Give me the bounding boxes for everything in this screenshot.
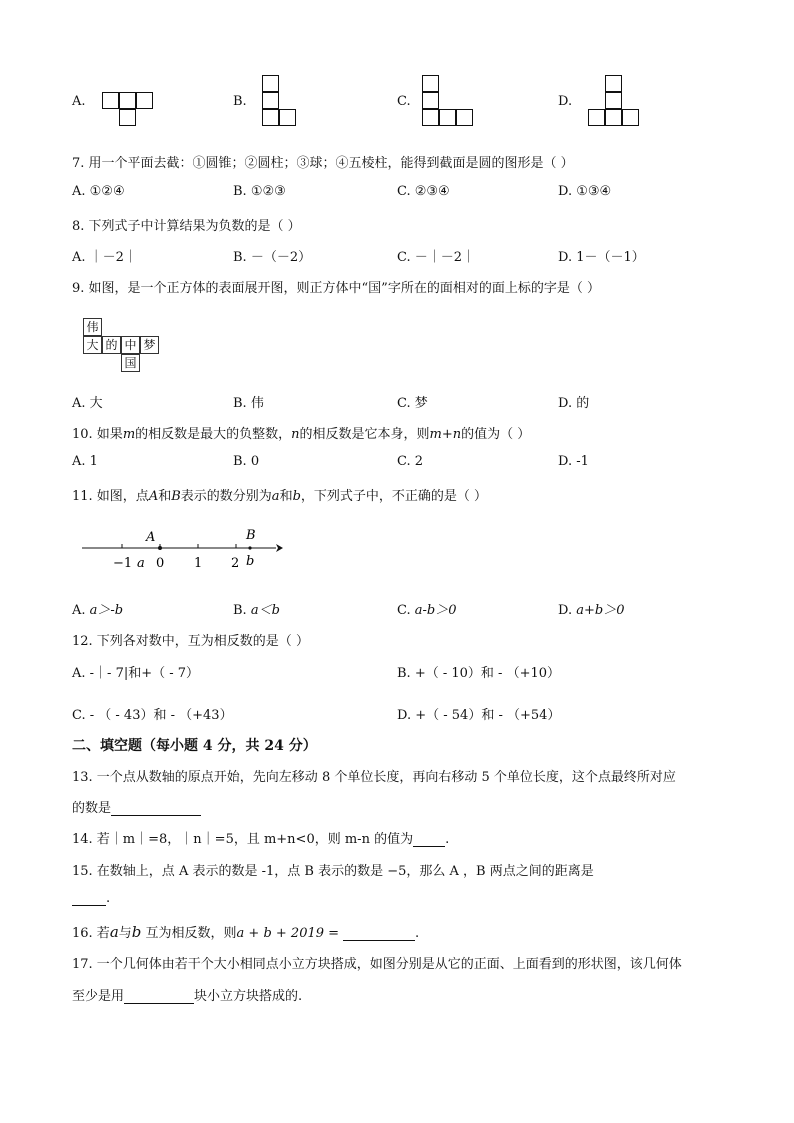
q7-stem: 7. 用一个平面去截：①圆锥；②圆柱；③球；④五棱柱，能得到截面是圆的图形是（ ）: [72, 156, 574, 171]
q6-option-b-label: B.: [233, 94, 247, 109]
q8-option-a: A. ｜－2｜: [72, 250, 137, 265]
q11-point-a: A: [148, 489, 159, 504]
q9-option-b: B. 伟: [233, 396, 264, 411]
q14-answer-blank[interactable]: [413, 832, 445, 847]
q11-stem-post: ，下列式子中，不正确的是（ ）: [300, 489, 488, 504]
q9-stem: 9. 如图，是一个正方体的表面展开图，则正方体中“国”字所在的面相对的面上标的字是（ ）: [72, 281, 600, 296]
q14-stem: [72, 828, 449, 847]
q8-stem: 8. 下列式子中计算结果为负数的是（ ）: [72, 219, 301, 234]
q15-answer-blank[interactable]: [72, 891, 106, 906]
q7-option-c: C. ②③④: [397, 184, 450, 199]
net-cell-wei: 伟: [83, 318, 102, 336]
q11-stem-pre: 11. 如图，点: [72, 489, 149, 504]
q12-option-b: B. +（ - 10）和 - （+10）: [397, 666, 561, 681]
q11-option-b-expr: a＜b: [250, 603, 280, 618]
net-cell-meng: 梦: [140, 336, 159, 354]
q15-line1: 15. 在数轴上，点 A 表示的数是 -1，点 B 表示的数是 −5，那么 A ，B 两点之间的距离是: [72, 864, 594, 879]
section-heading-fill-in: 二、填空题（每小题 4 分，共 24 分）: [72, 738, 317, 754]
q7-option-a: A. ①②④: [72, 184, 125, 199]
q10-option-c: C. 2: [397, 454, 424, 469]
q11-point-b: B: [171, 489, 181, 504]
q17-line2: [72, 985, 302, 1004]
net-cell-zhong: 中: [121, 336, 140, 354]
q16-end: .: [415, 926, 420, 941]
q16-stem: [72, 922, 419, 941]
q14-text: 14. 若｜m｜=8，｜n｜=5，且 m+n<0，则 m-n 的值为: [72, 832, 414, 847]
q11-option-a-prefix: A.: [72, 603, 90, 618]
q13-line2: [72, 797, 201, 816]
q10-stem-mid2: 的相反数是它本身，则: [299, 427, 430, 442]
q10-option-a: A. 1: [72, 454, 98, 469]
q7-option-d: D. ①③④: [558, 184, 612, 199]
net-cell-de: 的: [102, 336, 121, 354]
label-B: B: [246, 528, 256, 543]
q6-option-c-label: C.: [397, 94, 411, 109]
q8-option-c: C. －｜－2｜: [397, 250, 476, 265]
net-cell-da: 大: [83, 336, 102, 354]
q10-option-d: D. -1: [558, 454, 589, 469]
q6-option-d-label: D.: [558, 94, 573, 109]
q13-answer-blank[interactable]: [111, 801, 201, 816]
q8-option-b: B. －（－2）: [233, 250, 312, 265]
q11-option-a: [72, 599, 123, 618]
q11-option-d-prefix: D.: [558, 603, 577, 618]
q12-option-a: A. -｜- 7|和+（ - 7）: [72, 666, 200, 681]
q10-stem-mid: 的相反数是最大的负整数，: [135, 427, 292, 442]
q11-stem-mid: 表示的数分别为: [180, 489, 272, 504]
q12-option-c: C. - （ - 43）和 - （+43）: [72, 708, 233, 723]
q10-stem: [72, 423, 530, 442]
q11-option-c-expr: a-b＞0: [414, 603, 457, 618]
point-b-dot: [248, 546, 251, 549]
q11-option-c-prefix: C.: [397, 603, 415, 618]
q16-expr: a + b + 2019 =: [236, 926, 340, 941]
q10-stem-pre: 10. 如果: [72, 427, 123, 442]
q10-var-n: n: [291, 427, 300, 442]
tick-label-neg1: −1: [113, 556, 133, 571]
q16-mid: 与: [118, 926, 132, 941]
q17-line2-post: 块小立方块搭成的.: [194, 989, 303, 1004]
q11-var-b: b: [292, 489, 301, 504]
q6-option-a-label: A.: [72, 94, 86, 109]
q8-option-d: D. 1－（－1）: [558, 250, 645, 265]
q12-option-d: D. +（ - 54）和 - （+54）: [397, 708, 561, 723]
q15-end: .: [106, 891, 111, 906]
q14-end: .: [445, 832, 450, 847]
tick-label-2: 2: [231, 556, 240, 571]
q9-option-a: A. 大: [72, 396, 103, 411]
q12-stem: 12. 下列各对数中，互为相反数的是（ ）: [72, 634, 309, 649]
q11-option-d-expr: a+b＞0: [576, 603, 625, 618]
q11-option-b: [233, 599, 280, 618]
q16-answer-blank[interactable]: [343, 926, 415, 941]
q16-var-b: b: [131, 923, 142, 941]
q11-option-d: [558, 599, 624, 618]
q11-option-a-expr: a＞-b: [89, 603, 124, 618]
axis-arrow: [276, 544, 283, 552]
q11-option-b-prefix: B.: [233, 603, 251, 618]
net-cell-guo: 国: [121, 354, 140, 372]
q10-stem-post: 的值为（ ）: [461, 427, 531, 442]
q17-line1: 17. 一个几何体由若干个大小相同点小立方块搭成，如图分别是从它的正面、上面看到的形状图，该几何体: [72, 957, 682, 972]
q15-line2: [72, 891, 110, 906]
q11-and: 和: [158, 489, 172, 504]
q11-and2: 和: [279, 489, 293, 504]
q11-option-c: [397, 599, 457, 618]
tick-label-1: 1: [194, 556, 203, 571]
q16-pre: 16. 若: [72, 926, 110, 941]
point-a-dot: [158, 546, 162, 550]
q11-stem: [72, 485, 487, 504]
q10-expr: m+n: [429, 427, 462, 442]
q9-option-d: D. 的: [558, 396, 590, 411]
q11-number-line: [80, 525, 290, 575]
q13-line2-text: 的数是: [72, 801, 112, 816]
label-A: A: [146, 530, 156, 545]
q13-line1: 13. 一个点从数轴的原点开始，先向左移动 8 个单位长度，再向右移动 5 个单位长度，这个点最终所对应: [72, 770, 676, 785]
q17-answer-blank[interactable]: [124, 989, 194, 1004]
q7-option-b: B. ①②③: [233, 184, 286, 199]
q16-mid2: 互为相反数，则: [141, 926, 237, 941]
q16-var-a: a: [109, 923, 119, 941]
q9-option-c: C. 梦: [397, 396, 428, 411]
q11-var-a: a: [271, 489, 280, 504]
label-b: b: [246, 554, 255, 569]
tick-label-0: 0: [156, 556, 165, 571]
q17-line2-pre: 至少是用: [72, 989, 125, 1004]
q10-option-b: B. 0: [233, 454, 260, 469]
label-a: a: [137, 556, 145, 571]
q10-var-m: m: [122, 427, 136, 442]
